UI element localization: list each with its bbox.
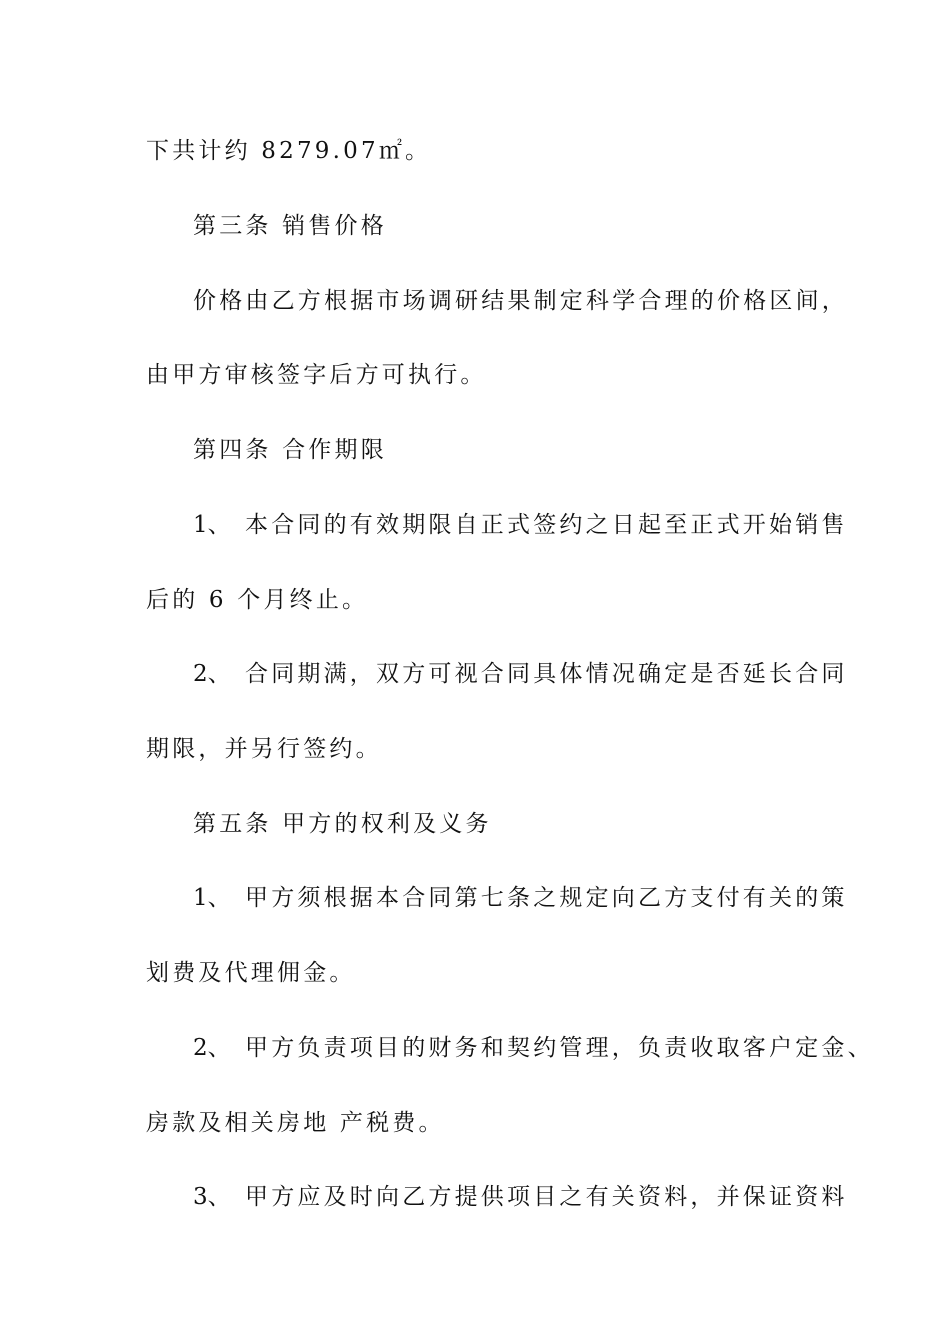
list-item — [0, 1032, 950, 1064]
heading-text: 第四条 合作期限 — [193, 437, 387, 463]
list-item — [0, 509, 950, 541]
line-text: 甲方应及时向乙方提供项目之有关资料，并保证资料 — [245, 1184, 848, 1210]
line-text: 价格由乙方根据市场调研结果制定科学合理的价格区间， — [193, 288, 848, 314]
list-item — [0, 1181, 950, 1213]
paragraph-line — [0, 584, 950, 616]
section-heading — [0, 808, 950, 840]
line-text: 合同期满，双方可视合同具体情况确定是否延长合同 — [245, 661, 848, 687]
item-number: 3、 — [193, 1184, 231, 1210]
paragraph-line — [0, 957, 950, 989]
item-number: 1、 — [193, 512, 231, 538]
item-number: 2、 — [193, 1035, 231, 1061]
line-text: 由甲方审核签字后方可执行。 — [146, 362, 487, 388]
heading-text: 第五条 甲方的权利及义务 — [193, 811, 492, 837]
section-heading — [0, 210, 950, 242]
paragraph-line — [0, 733, 950, 765]
line-text: 期限，并另行签约。 — [146, 736, 382, 762]
item-number: 2、 — [193, 661, 231, 687]
line-text: 甲方负责项目的财务和契约管理，负责收取客户定金、 — [245, 1035, 874, 1061]
line-text: 下共计约 8279.07㎡。 — [146, 138, 432, 164]
line-text: 划费及代理佣金。 — [146, 960, 356, 986]
line-text: 甲方须根据本合同第七条之规定向乙方支付有关的策 — [245, 885, 848, 911]
list-item — [0, 882, 950, 914]
paragraph-line — [0, 285, 950, 317]
line-text: 本合同的有效期限自正式签约之日起至正式开始销售 — [245, 512, 848, 538]
line-text: 房款及相关房地 产税费。 — [146, 1110, 445, 1136]
list-item — [0, 658, 950, 690]
heading-text: 第三条 销售价格 — [193, 213, 387, 239]
paragraph-line — [0, 1107, 950, 1139]
paragraph-line — [0, 359, 950, 391]
item-number: 1、 — [193, 885, 231, 911]
line-text: 后的 6 个月终止。 — [146, 587, 369, 613]
text-line — [0, 135, 950, 167]
section-heading — [0, 434, 950, 466]
